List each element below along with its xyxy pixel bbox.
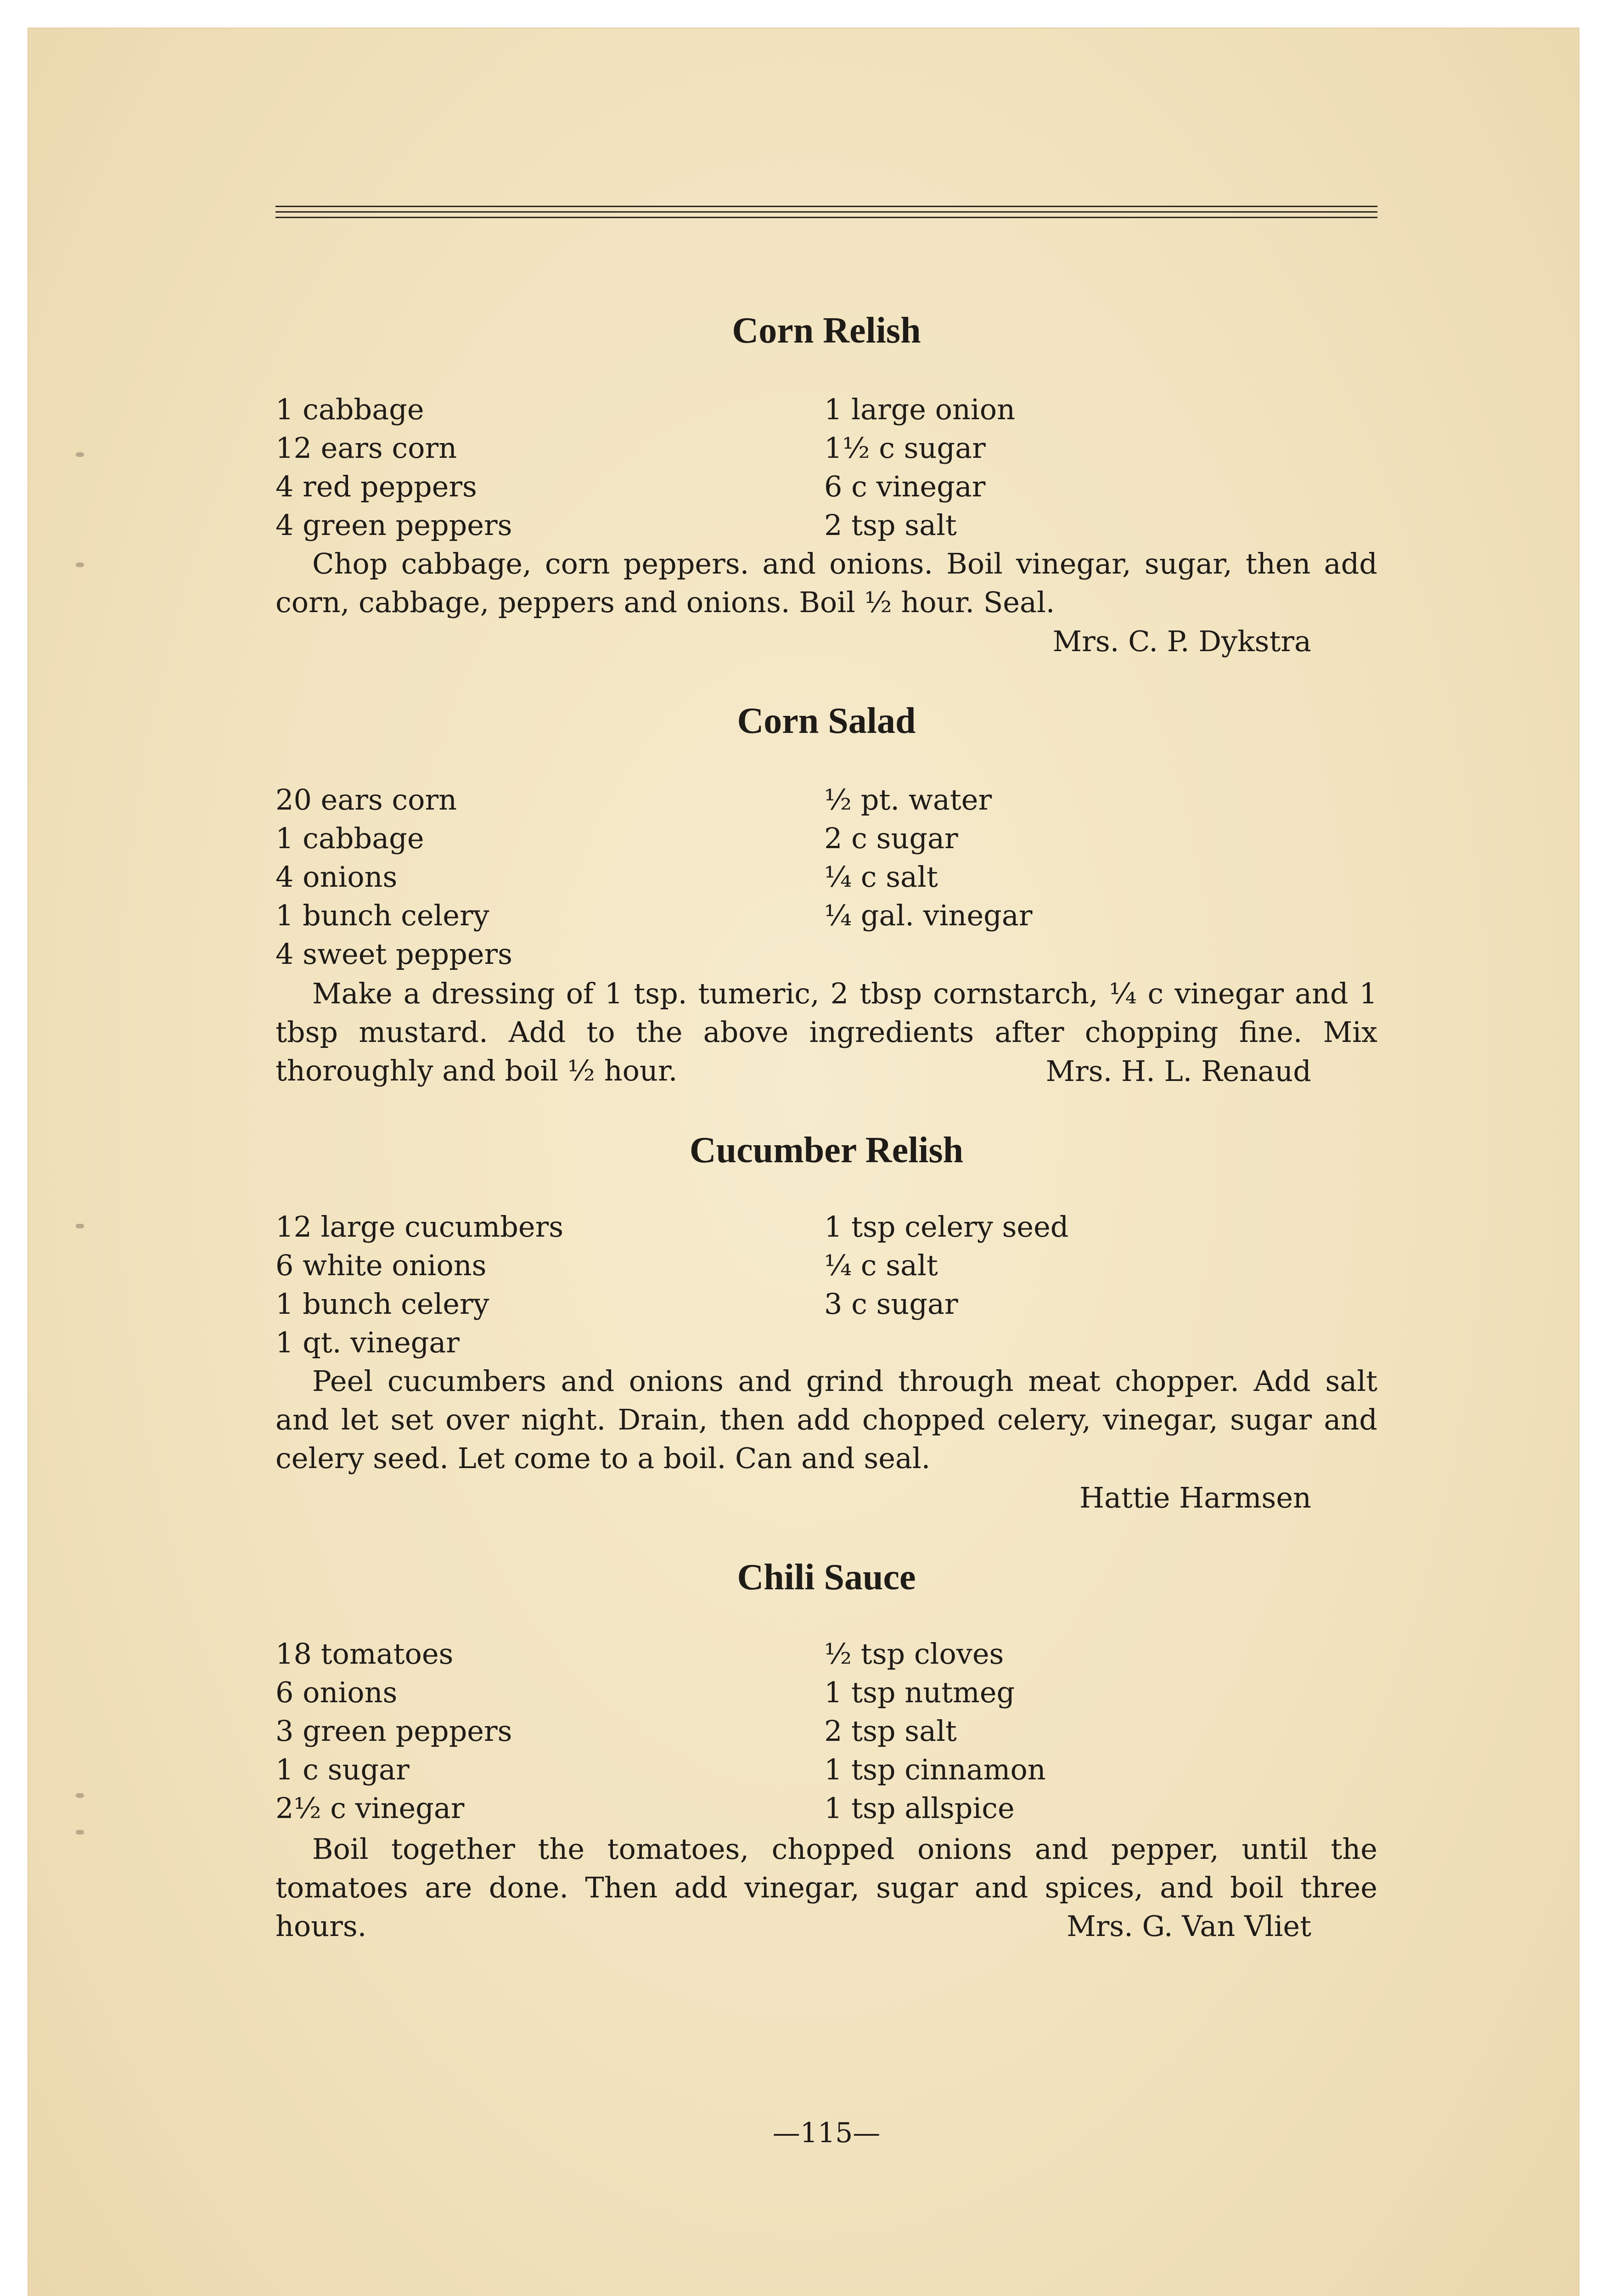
ingredient: 6 c vinegar xyxy=(824,470,986,503)
ingredient-list-left xyxy=(275,781,512,974)
ingredient: 2 tsp salt xyxy=(824,508,957,542)
recipe-title: Corn Salad xyxy=(737,701,916,741)
binding-hole xyxy=(76,1830,84,1835)
binding-hole xyxy=(76,1224,84,1228)
ingredient-list-right xyxy=(824,781,1032,935)
ingredient: 12 large cucumbers xyxy=(275,1210,564,1244)
ingredient-list-right xyxy=(824,1635,1046,1828)
ingredient: 1 large onion xyxy=(824,393,1016,426)
ingredient: 2½ c vinegar xyxy=(275,1791,465,1825)
recipe-author: Mrs. H. L. Renaud xyxy=(1045,1054,1311,1088)
page-number: —115— xyxy=(772,2117,881,2149)
ingredient: 3 green peppers xyxy=(275,1714,512,1748)
ingredient: 1 tsp celery seed xyxy=(824,1210,1069,1244)
recipe-instructions: Boil together the tomatoes, chopped onions and pepper, until the tomatoes are done. Then add vinegar, sugar and spices, and boil three hours. xyxy=(275,1832,1377,1943)
recipe-author: Mrs. G. Van Vliet xyxy=(1067,1909,1311,1943)
ingredient: 1 c sugar xyxy=(275,1753,410,1786)
ingredient: 20 ears corn xyxy=(275,783,457,816)
ingredient-list-left xyxy=(275,1635,512,1828)
ingredient: 1 bunch celery xyxy=(275,1287,489,1321)
ingredient: 3 c sugar xyxy=(824,1287,958,1321)
header-rule xyxy=(275,206,1377,207)
ingredient: 1 tsp cinnamon xyxy=(824,1753,1046,1786)
recipe-title: Corn Relish xyxy=(732,310,921,351)
ingredient: ½ pt. water xyxy=(824,783,992,816)
header-rule xyxy=(275,217,1377,218)
ingredient: 1 tsp allspice xyxy=(824,1791,1015,1825)
recipe-title: Cucumber Relish xyxy=(689,1130,964,1171)
binding-hole xyxy=(76,452,84,457)
ingredient: 2 tsp salt xyxy=(824,1714,957,1748)
ingredient-list-left xyxy=(275,390,512,545)
ingredient: 1 bunch celery xyxy=(275,899,489,932)
recipe-instructions: Peel cucumbers and onions and grind through meat chopper. Add salt and let set over night. Drain, then add chopped celery, vinegar, sugar and celery seed. Let come to a boil. Can and seal. xyxy=(275,1364,1377,1475)
ingredient: 4 sweet peppers xyxy=(275,937,512,971)
ingredient: ½ tsp cloves xyxy=(824,1637,1004,1671)
ingredient: ¼ c salt xyxy=(824,1249,938,1282)
recipe-instructions: Make a dressing of 1 tsp. tumeric, 2 tbsp cornstarch, ¼ c vinegar and 1 tbsp mustard. Add to the above ingredients after chopping fine. Mix thoroughly and boil ½ hour. xyxy=(275,977,1377,1087)
ingredient: 4 red peppers xyxy=(275,470,477,503)
binding-hole xyxy=(76,1793,84,1798)
ingredient-list-left xyxy=(275,1208,563,1362)
recipe-author: Mrs. C. P. Dykstra xyxy=(1052,625,1311,658)
ingredient: ¼ c salt xyxy=(824,860,938,894)
ingredient: 1 cabbage xyxy=(275,822,424,855)
ingredient: 2 c sugar xyxy=(824,822,958,855)
ingredient: 18 tomatoes xyxy=(275,1637,454,1671)
ingredient: 6 onions xyxy=(275,1676,398,1709)
ingredient: 1 tsp nutmeg xyxy=(824,1676,1015,1709)
ingredient: 1 cabbage xyxy=(275,393,424,426)
cookbook-page xyxy=(28,28,1579,2296)
ingredient: 4 onions xyxy=(275,860,398,894)
ingredient: ¼ gal. vinegar xyxy=(824,899,1033,932)
ingredient-list-right xyxy=(824,390,1015,545)
ingredient: 4 green peppers xyxy=(275,508,512,542)
recipe-title: Chili Sauce xyxy=(737,1557,916,1598)
binding-hole xyxy=(76,563,84,567)
ingredient: 1 qt. vinegar xyxy=(275,1326,460,1359)
ingredient: 6 white onions xyxy=(275,1249,487,1282)
recipe-instructions: Chop cabbage, corn peppers. and onions. Boil vinegar, sugar, then add corn, cabbage, peppers and onions. Boil ½ hour. Seal. xyxy=(275,547,1377,619)
recipe-author: Hattie Harmsen xyxy=(1079,1481,1311,1514)
ingredient-list-right xyxy=(824,1208,1068,1323)
ingredient: 12 ears corn xyxy=(275,431,457,465)
header-rule xyxy=(275,211,1377,213)
ingredient: 1½ c sugar xyxy=(824,431,986,465)
